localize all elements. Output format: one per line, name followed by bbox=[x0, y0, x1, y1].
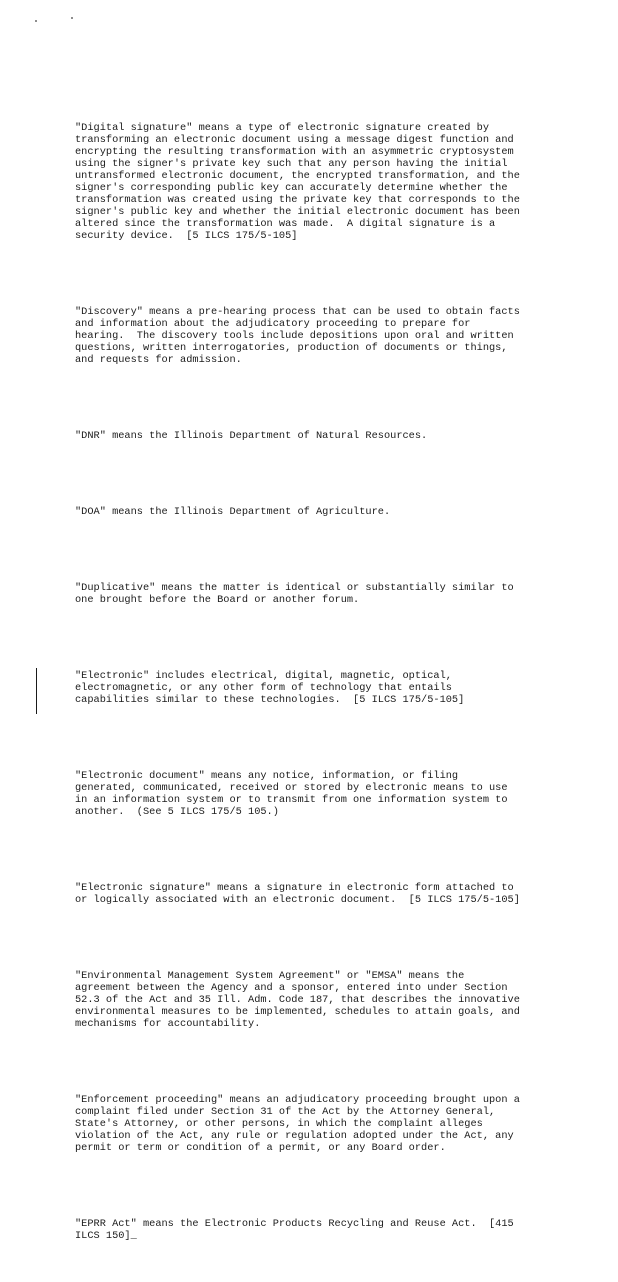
text-line: "Digital signature" means a type of electronic signature created by bbox=[75, 122, 490, 134]
text-line: "Electronic signature" means a signature in electronic form attached to bbox=[75, 882, 514, 894]
revision-bar bbox=[36, 668, 37, 714]
definition-duplicative bbox=[75, 558, 545, 630]
text-line: agreement between the Agency and a sponsor, entered into under Section bbox=[75, 982, 508, 994]
text-line: "Electronic document" means any notice, information, or filing bbox=[75, 770, 459, 782]
text-line: "Discovery" means a pre-hearing process that can be used to obtain facts bbox=[75, 306, 520, 318]
text-line: violation of the Act, any rule or regulation adopted under the Act, any bbox=[75, 1130, 514, 1142]
text-line: encrypting the resulting transformation with an asymmetric cryptosystem bbox=[75, 146, 514, 158]
text-line: signer's corresponding public key can accurately determine whether the bbox=[75, 182, 508, 194]
definition-electronic-document bbox=[75, 746, 545, 842]
definition-eprr-act bbox=[75, 1194, 545, 1266]
definitions-body bbox=[75, 98, 545, 1282]
definition-digital-signature bbox=[75, 98, 545, 266]
text-line: "DOA" means the Illinois Department of Agriculture. bbox=[75, 506, 391, 518]
text-line: untransformed electronic document, the encrypted transformation, and the bbox=[75, 170, 520, 182]
text-line: permit or term or condition of a permit, or any Board order. bbox=[75, 1142, 446, 1154]
scan-speck bbox=[71, 17, 73, 19]
text-line: security device. [5 ILCS 175/5-105] bbox=[75, 230, 298, 242]
text-line: environmental measures to be implemented, schedules to attain goals, and bbox=[75, 1006, 520, 1018]
text-line: using the signer's private key such that any person having the initial bbox=[75, 158, 508, 170]
text-line: or logically associated with an electronic document. [5 ILCS 175/5-105] bbox=[75, 894, 520, 906]
text-line: "EPRR Act" means the Electronic Products Recycling and Reuse Act. [415 bbox=[75, 1218, 514, 1230]
definition-discovery bbox=[75, 282, 545, 390]
definition-enforcement-proceeding bbox=[75, 1070, 545, 1178]
text-line: in an information system or to transmit from one information system to bbox=[75, 794, 508, 806]
text-line: questions, written interrogatories, production of documents or things, bbox=[75, 342, 508, 354]
text-line: complaint filed under Section 31 of the Act by the Attorney General, bbox=[75, 1106, 496, 1118]
text-line: mechanisms for accountability. bbox=[75, 1018, 261, 1030]
text-line: capabilities similar to these technologies. [5 ILCS 175/5-105] bbox=[75, 694, 465, 706]
definition-doa bbox=[75, 482, 545, 542]
definition-dnr bbox=[75, 406, 545, 466]
text-line: "Enforcement proceeding" means an adjudicatory proceeding brought upon a bbox=[75, 1094, 520, 1106]
text-line: transforming an electronic document using a message digest function and bbox=[75, 134, 514, 146]
text-line: electromagnetic, or any other form of technology that entails bbox=[75, 682, 452, 694]
text-line: State's Attorney, or other persons, in which the complaint alleges bbox=[75, 1118, 483, 1130]
text-line: ILCS 150]_ bbox=[75, 1230, 137, 1242]
text-line: "Duplicative" means the matter is identical or substantially similar to bbox=[75, 582, 514, 594]
definition-electronic bbox=[75, 646, 545, 730]
text-line: and requests for admission. bbox=[75, 354, 242, 366]
text-line: one brought before the Board or another forum. bbox=[75, 594, 360, 606]
definition-emsa bbox=[75, 946, 545, 1054]
text-line: generated, communicated, received or stored by electronic means to use bbox=[75, 782, 508, 794]
definition-electronic-signature bbox=[75, 858, 545, 930]
text-line: another. (See 5 ILCS 175/5 105.) bbox=[75, 806, 279, 818]
text-line: "DNR" means the Illinois Department of Natural Resources. bbox=[75, 430, 428, 442]
text-line: "Environmental Management System Agreement" or "EMSA" means the bbox=[75, 970, 465, 982]
scan-speck bbox=[35, 20, 37, 22]
text-line: and information about the adjudicatory proceeding to prepare for bbox=[75, 318, 471, 330]
text-line: hearing. The discovery tools include depositions upon oral and written bbox=[75, 330, 514, 342]
text-line: transformation was created using the private key that corresponds to the bbox=[75, 194, 520, 206]
text-line: "Electronic" includes electrical, digital, magnetic, optical, bbox=[75, 670, 452, 682]
text-line: signer's public key and whether the initial electronic document has been bbox=[75, 206, 520, 218]
text-line: altered since the transformation was made. A digital signature is a bbox=[75, 218, 496, 230]
text-line: 52.3 of the Act and 35 Ill. Adm. Code 187, that describes the innovative bbox=[75, 994, 520, 1006]
